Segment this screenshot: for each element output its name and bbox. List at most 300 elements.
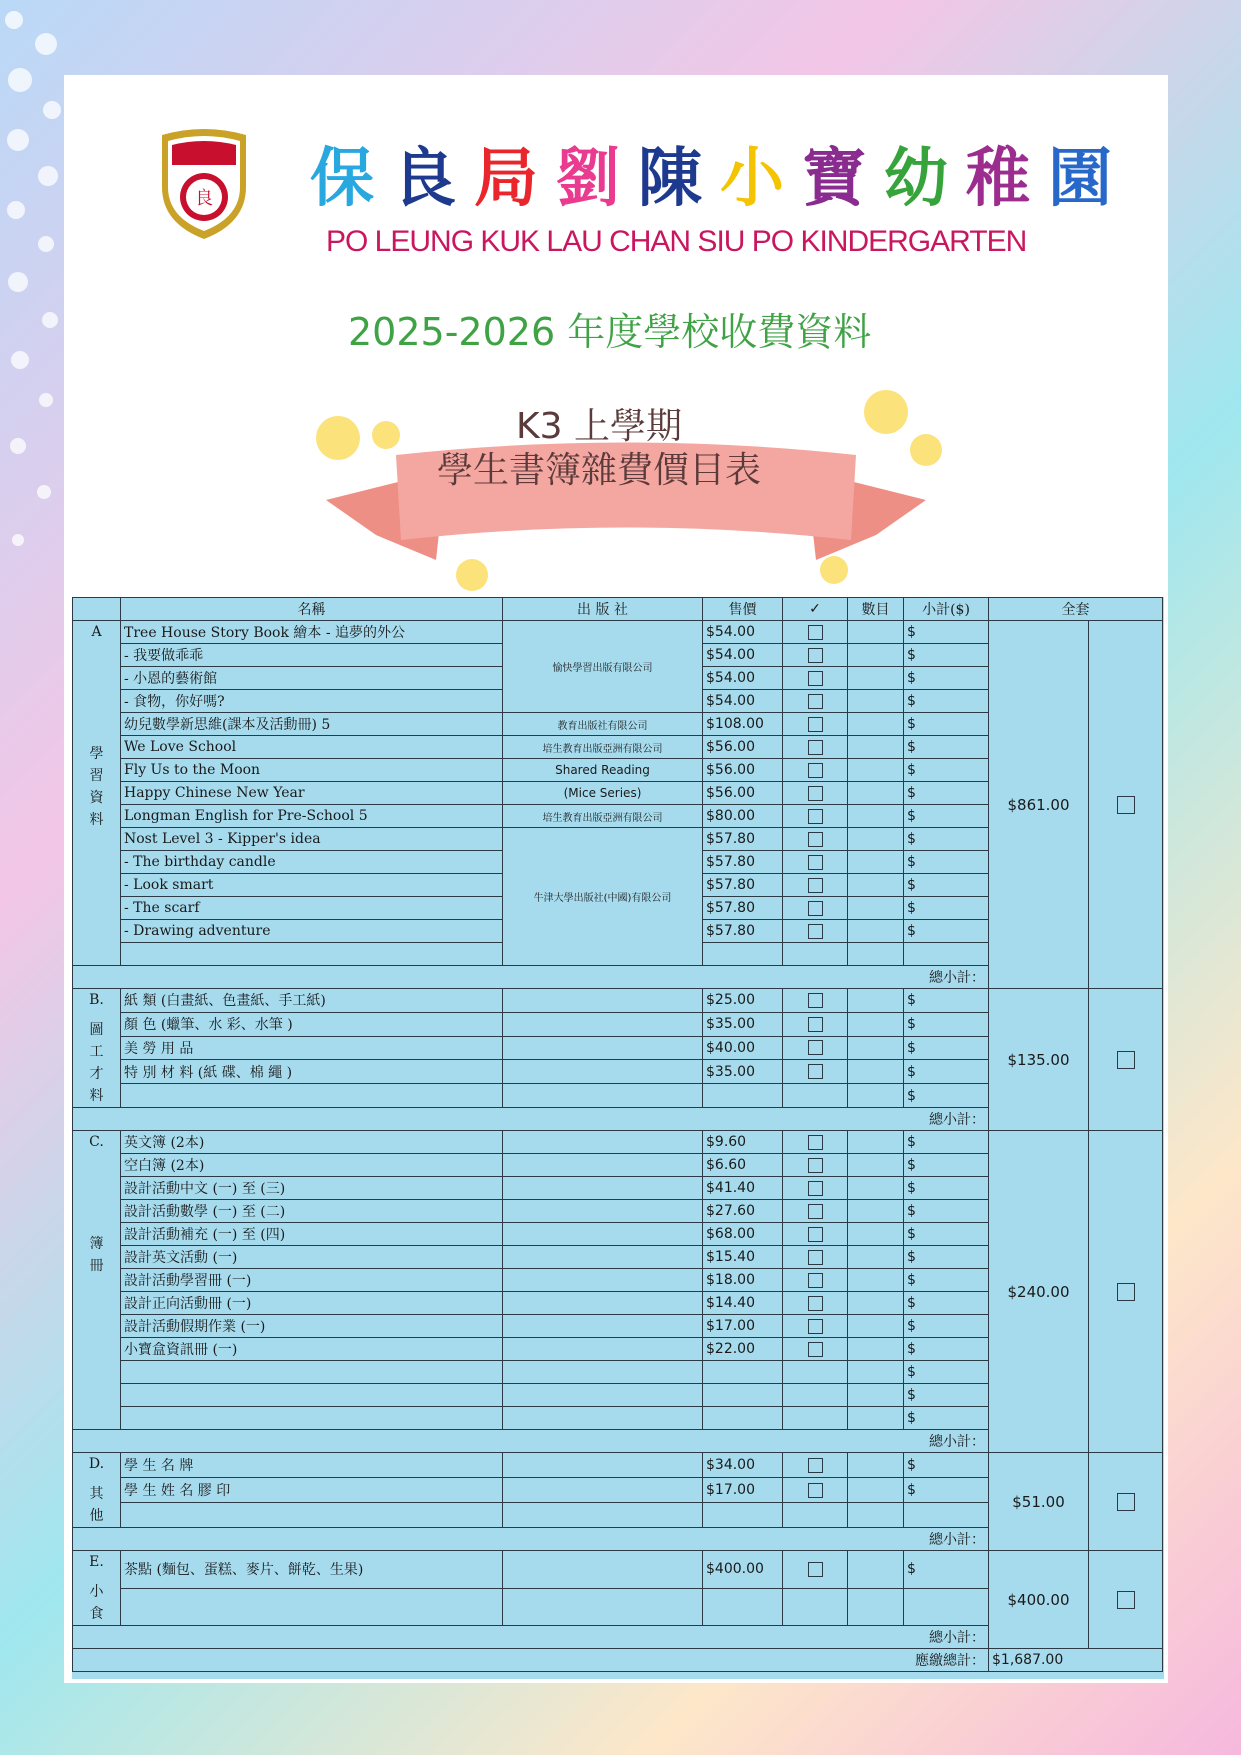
item-quantity[interactable] xyxy=(848,621,904,644)
item-price: $57.80 xyxy=(703,851,783,874)
item-price: $108.00 xyxy=(703,713,783,736)
item-subtotal: $ xyxy=(904,874,989,897)
item-subtotal: $ xyxy=(904,1361,989,1384)
school-name-char: 陳 xyxy=(638,141,706,216)
item-check-cell xyxy=(783,782,848,805)
item-price: $40.00 xyxy=(703,1036,783,1060)
full-set-check-cell xyxy=(1089,1551,1163,1649)
item-subtotal: $ xyxy=(904,1269,989,1292)
banner-line1: K3 上學期 xyxy=(516,406,682,447)
item-checkbox[interactable] xyxy=(808,1017,823,1032)
item-checkbox[interactable] xyxy=(808,1064,823,1079)
item-price: $57.80 xyxy=(703,920,783,943)
item-quantity[interactable] xyxy=(848,851,904,874)
item-check-cell xyxy=(783,920,848,943)
item-price xyxy=(703,1503,783,1528)
item-quantity[interactable] xyxy=(848,782,904,805)
section-gap xyxy=(76,1573,117,1581)
full-set-checkbox[interactable] xyxy=(1117,796,1135,814)
item-quantity[interactable] xyxy=(848,1407,904,1430)
school-crest-icon xyxy=(156,127,252,241)
item-check-cell xyxy=(783,874,848,897)
item-check-cell xyxy=(783,1292,848,1315)
banner-title xyxy=(394,405,804,493)
section-title-char: 圖 xyxy=(89,1022,104,1038)
item-subtotal: $ xyxy=(904,621,989,644)
item-subtotal: $ xyxy=(904,736,989,759)
full-set-price: $400.00 xyxy=(989,1551,1089,1649)
item-checkbox[interactable] xyxy=(808,1135,823,1150)
item-subtotal: $ xyxy=(904,713,989,736)
item-price: $54.00 xyxy=(703,621,783,644)
section-code: C. xyxy=(89,1134,104,1150)
item-quantity[interactable] xyxy=(848,1453,904,1478)
item-quantity[interactable] xyxy=(848,1503,904,1528)
publisher xyxy=(503,1503,703,1528)
item-subtotal: $ xyxy=(904,851,989,874)
item-checkbox[interactable] xyxy=(808,901,823,916)
item-subtotal: $ xyxy=(904,1384,989,1407)
item-subtotal: $ xyxy=(904,1036,989,1060)
item-price xyxy=(703,1588,783,1626)
item-price: $57.80 xyxy=(703,828,783,851)
item-quantity[interactable] xyxy=(848,667,904,690)
item-check-cell xyxy=(783,1453,848,1478)
item-check-cell xyxy=(783,897,848,920)
item-subtotal: $ xyxy=(904,1246,989,1269)
item-subtotal: $ xyxy=(904,920,989,943)
publisher xyxy=(503,1315,703,1338)
item-checkbox[interactable] xyxy=(808,1040,823,1055)
item-subtotal: $ xyxy=(904,805,989,828)
item-quantity[interactable] xyxy=(848,920,904,943)
item-checkbox[interactable] xyxy=(808,763,823,778)
item-name: - 食物，你好嗎? xyxy=(121,690,503,713)
item-checkbox[interactable] xyxy=(808,1458,823,1473)
price-list-sheet xyxy=(72,597,1164,1679)
full-set-check-cell xyxy=(1089,1131,1163,1453)
item-subtotal: $ xyxy=(904,690,989,713)
grand-total-value: $1,687.00 xyxy=(989,1649,1163,1672)
subtotal-label: 總小計： xyxy=(73,966,989,989)
item-check-cell xyxy=(783,1338,848,1361)
grand-total-label: 應繳總計： xyxy=(73,1649,989,1672)
publisher xyxy=(503,1246,703,1269)
item-checkbox[interactable] xyxy=(808,717,823,732)
item-check-cell xyxy=(783,690,848,713)
school-name-char: 小 xyxy=(720,141,788,216)
item-checkbox[interactable] xyxy=(808,1158,823,1173)
item-check-cell xyxy=(783,851,848,874)
full-set-price: $51.00 xyxy=(989,1453,1089,1551)
section-code: A xyxy=(91,624,102,640)
section-gap xyxy=(76,1153,117,1233)
page-title: 2025-2026 年度學校收費資料 xyxy=(348,310,872,354)
item-quantity[interactable] xyxy=(848,828,904,851)
item-name: 空白簿 (2本) xyxy=(121,1154,503,1177)
item-price: $35.00 xyxy=(703,1012,783,1036)
item-check-cell xyxy=(783,1384,848,1407)
item-check-cell xyxy=(783,1084,848,1108)
item-name: 美 勞 用 品 xyxy=(121,1036,503,1060)
school-name-char: 保 xyxy=(310,141,378,216)
item-quantity[interactable] xyxy=(848,759,904,782)
item-name xyxy=(121,1361,503,1384)
item-check-cell xyxy=(783,644,848,667)
table-row xyxy=(73,1551,1163,1589)
item-check-cell xyxy=(783,1588,848,1626)
item-subtotal: $ xyxy=(904,1292,989,1315)
section-title-char: 簿 xyxy=(89,1236,104,1252)
publisher xyxy=(503,1154,703,1177)
item-price: $56.00 xyxy=(703,782,783,805)
item-check-cell xyxy=(783,1060,848,1084)
item-quantity[interactable] xyxy=(848,1154,904,1177)
item-subtotal: $ xyxy=(904,1223,989,1246)
section-code: D. xyxy=(88,1456,105,1472)
item-checkbox[interactable] xyxy=(808,786,823,801)
item-name: 紙 類 (白畫紙、色畫紙、手工紙) xyxy=(121,989,503,1013)
header-quantity: 數目 xyxy=(848,598,904,621)
item-price: $54.00 xyxy=(703,667,783,690)
publisher xyxy=(503,1269,703,1292)
item-checkbox[interactable] xyxy=(808,625,823,640)
header-price: 售價 xyxy=(703,598,783,621)
item-name xyxy=(121,1588,503,1626)
publisher: 愉快學習出版有限公司 xyxy=(503,621,703,713)
item-subtotal: $ xyxy=(904,644,989,667)
svg-text:良: 良 xyxy=(195,188,213,209)
item-checkbox[interactable] xyxy=(808,1296,823,1311)
item-subtotal: $ xyxy=(904,667,989,690)
school-name-char: 稚 xyxy=(966,141,1034,216)
item-quantity[interactable] xyxy=(848,644,904,667)
item-quantity[interactable] xyxy=(848,1060,904,1084)
publisher: 牛津大學出版社(中國)有限公司 xyxy=(503,828,703,966)
item-quantity[interactable] xyxy=(848,1338,904,1361)
item-check-cell xyxy=(783,805,848,828)
publisher xyxy=(503,1131,703,1154)
item-quantity[interactable] xyxy=(848,1292,904,1315)
section-title-char: 學 xyxy=(89,746,104,762)
full-set-checkbox[interactable] xyxy=(1117,1591,1135,1609)
item-name xyxy=(121,1384,503,1407)
item-checkbox[interactable] xyxy=(808,1342,823,1357)
item-subtotal: $ xyxy=(904,828,989,851)
item-check-cell xyxy=(783,736,848,759)
full-set-check-cell xyxy=(1089,989,1163,1131)
item-check-cell xyxy=(783,1131,848,1154)
item-quantity[interactable] xyxy=(848,1246,904,1269)
item-subtotal: $ xyxy=(904,759,989,782)
section-gap xyxy=(76,643,117,743)
publisher xyxy=(503,1012,703,1036)
item-price: $35.00 xyxy=(703,1060,783,1084)
item-name: - 我要做乖乖 xyxy=(121,644,503,667)
item-quantity[interactable] xyxy=(848,1478,904,1503)
item-checkbox[interactable] xyxy=(808,878,823,893)
item-checkbox[interactable] xyxy=(808,924,823,939)
item-subtotal: $ xyxy=(904,782,989,805)
item-name: 小寶盒資訊冊 (一) xyxy=(121,1338,503,1361)
item-check-cell xyxy=(783,759,848,782)
publisher xyxy=(503,1551,703,1589)
item-quantity[interactable] xyxy=(848,1177,904,1200)
item-subtotal xyxy=(904,1503,989,1528)
school-name-char: 園 xyxy=(1048,141,1116,216)
school-name-char: 局 xyxy=(474,141,542,216)
item-check-cell xyxy=(783,713,848,736)
item-checkbox[interactable] xyxy=(808,648,823,663)
item-checkbox[interactable] xyxy=(808,855,823,870)
item-price: $17.00 xyxy=(703,1315,783,1338)
item-quantity[interactable] xyxy=(848,1036,904,1060)
item-subtotal: $ xyxy=(904,989,989,1013)
full-set-checkbox[interactable] xyxy=(1117,1283,1135,1301)
full-set-check-cell xyxy=(1089,1453,1163,1551)
subtotal-label: 總小計： xyxy=(73,1108,989,1131)
item-subtotal: $ xyxy=(904,1407,989,1430)
section-code: E. xyxy=(89,1554,104,1570)
item-price: $9.60 xyxy=(703,1131,783,1154)
item-price: $400.00 xyxy=(703,1551,783,1589)
subtotal-label: 總小計： xyxy=(73,1430,989,1453)
table-row xyxy=(73,1453,1163,1478)
section-title-char: 他 xyxy=(89,1508,104,1524)
item-subtotal: $ xyxy=(904,1131,989,1154)
item-quantity[interactable] xyxy=(848,1084,904,1108)
item-name: 學 生 名 牌 xyxy=(121,1453,503,1478)
header xyxy=(64,75,1168,595)
item-subtotal xyxy=(904,943,989,966)
item-quantity[interactable] xyxy=(848,805,904,828)
publisher xyxy=(503,1036,703,1060)
header-subtotal: 小計($) xyxy=(904,598,989,621)
item-check-cell xyxy=(783,828,848,851)
price-table xyxy=(72,597,1163,1672)
item-subtotal: $ xyxy=(904,897,989,920)
school-name-char: 良 xyxy=(392,141,460,216)
item-name xyxy=(121,943,503,966)
fee-sheet-card xyxy=(64,75,1168,1683)
item-checkbox[interactable] xyxy=(808,1181,823,1196)
item-checkbox[interactable] xyxy=(808,1273,823,1288)
item-checkbox[interactable] xyxy=(808,671,823,686)
item-checkbox[interactable] xyxy=(808,1562,823,1577)
item-checkbox[interactable] xyxy=(808,1319,823,1334)
section-label xyxy=(73,989,121,1108)
background-dots xyxy=(0,0,70,1755)
publisher: 教育出版社有限公司 xyxy=(503,713,703,736)
full-set-checkbox[interactable] xyxy=(1117,1051,1135,1069)
item-price xyxy=(703,1384,783,1407)
full-set-checkbox[interactable] xyxy=(1117,1493,1135,1511)
item-subtotal: $ xyxy=(904,1478,989,1503)
item-name: - The scarf xyxy=(121,897,503,920)
section-title-char: 習 xyxy=(89,768,104,784)
item-name: 特 別 材 料 (紙 碟、棉 繩 ) xyxy=(121,1060,503,1084)
item-checkbox[interactable] xyxy=(808,809,823,824)
item-quantity[interactable] xyxy=(848,989,904,1013)
item-checkbox[interactable] xyxy=(808,1250,823,1265)
item-checkbox[interactable] xyxy=(808,832,823,847)
item-check-cell xyxy=(783,1503,848,1528)
header-check: ✓ xyxy=(783,598,848,621)
item-subtotal: $ xyxy=(904,1200,989,1223)
full-set-price: $240.00 xyxy=(989,1131,1089,1453)
item-price xyxy=(703,1361,783,1384)
item-name: 顏 色 (蠟筆、水 彩、水筆 ) xyxy=(121,1012,503,1036)
item-check-cell xyxy=(783,1478,848,1503)
item-quantity[interactable] xyxy=(848,1551,904,1589)
item-price: $56.00 xyxy=(703,759,783,782)
publisher xyxy=(503,1177,703,1200)
item-check-cell xyxy=(783,1177,848,1200)
item-check-cell xyxy=(783,1361,848,1384)
item-quantity[interactable] xyxy=(848,943,904,966)
item-checkbox[interactable] xyxy=(808,993,823,1008)
item-price xyxy=(703,1407,783,1430)
item-check-cell xyxy=(783,621,848,644)
full-set-check-cell xyxy=(1089,621,1163,989)
banner-line2: 學生書簿雜費價目表 xyxy=(436,450,761,491)
item-name: 設計活動補充 (一) 至 (四) xyxy=(121,1223,503,1246)
publisher xyxy=(503,1200,703,1223)
item-name: 幼兒數學新思維(課本及活動冊) 5 xyxy=(121,713,503,736)
item-name: We Love School xyxy=(121,736,503,759)
table-header-row xyxy=(73,598,1163,621)
item-check-cell xyxy=(783,1012,848,1036)
item-name: - Look smart xyxy=(121,874,503,897)
item-subtotal: $ xyxy=(904,1551,989,1589)
item-checkbox[interactable] xyxy=(808,740,823,755)
item-price: $17.00 xyxy=(703,1478,783,1503)
grand-total-row xyxy=(73,1649,1163,1672)
item-check-cell xyxy=(783,1407,848,1430)
publisher xyxy=(503,1292,703,1315)
item-price: $25.00 xyxy=(703,989,783,1013)
section-label xyxy=(73,1131,121,1430)
publisher: 培生教育出版亞洲有限公司 xyxy=(503,736,703,759)
item-name xyxy=(121,1084,503,1108)
school-name-char: 劉 xyxy=(556,141,624,216)
item-quantity[interactable] xyxy=(848,690,904,713)
section-title-char: 工 xyxy=(89,1044,104,1060)
item-name: 設計活動中文 (一) 至 (三) xyxy=(121,1177,503,1200)
publisher: 培生教育出版亞洲有限公司 xyxy=(503,805,703,828)
item-quantity[interactable] xyxy=(848,1588,904,1626)
item-quantity[interactable] xyxy=(848,874,904,897)
school-name-char: 寶 xyxy=(802,141,870,216)
item-check-cell xyxy=(783,1154,848,1177)
item-name: - The birthday candle xyxy=(121,851,503,874)
school-name-chinese xyxy=(310,127,1130,217)
item-subtotal: $ xyxy=(904,1060,989,1084)
item-check-cell xyxy=(783,943,848,966)
item-name: Longman English for Pre-School 5 xyxy=(121,805,503,828)
item-subtotal xyxy=(904,1588,989,1626)
item-name xyxy=(121,1407,503,1430)
item-quantity[interactable] xyxy=(848,1384,904,1407)
publisher xyxy=(503,1060,703,1084)
section-title-char: 資 xyxy=(89,790,104,806)
item-quantity[interactable] xyxy=(848,1200,904,1223)
item-price: $54.00 xyxy=(703,644,783,667)
section-code: B. xyxy=(89,992,104,1008)
publisher xyxy=(503,1384,703,1407)
item-quantity[interactable] xyxy=(848,1269,904,1292)
section-title-char: 食 xyxy=(89,1606,104,1622)
subtotal-label: 總小計： xyxy=(73,1626,989,1649)
table-row xyxy=(73,989,1163,1013)
item-name: 設計活動數學 (一) 至 (二) xyxy=(121,1200,503,1223)
publisher xyxy=(503,1478,703,1503)
section-title-char: 小 xyxy=(89,1584,104,1600)
item-subtotal: $ xyxy=(904,1012,989,1036)
section-gap xyxy=(76,1475,117,1483)
header-publisher: 出 版 社 xyxy=(503,598,703,621)
header-blank xyxy=(73,598,121,621)
section-gap xyxy=(76,1011,117,1019)
school-name-english: PO LEUNG KUK LAU CHAN SIU PO KINDERGARTEN xyxy=(326,225,1027,258)
publisher: (Mice Series) xyxy=(503,782,703,805)
item-check-cell xyxy=(783,1269,848,1292)
full-set-price: $861.00 xyxy=(989,621,1089,989)
item-price: $57.80 xyxy=(703,897,783,920)
item-price: $80.00 xyxy=(703,805,783,828)
item-subtotal: $ xyxy=(904,1154,989,1177)
item-quantity[interactable] xyxy=(848,1361,904,1384)
item-name: - 小恩的藝術館 xyxy=(121,667,503,690)
item-checkbox[interactable] xyxy=(808,694,823,709)
item-quantity[interactable] xyxy=(848,736,904,759)
item-price: $41.40 xyxy=(703,1177,783,1200)
table-row xyxy=(73,621,1163,644)
publisher xyxy=(503,989,703,1013)
section-label xyxy=(73,1453,121,1528)
item-name: 英文簿 (2本) xyxy=(121,1131,503,1154)
item-name: 設計活動學習冊 (一) xyxy=(121,1269,503,1292)
item-quantity[interactable] xyxy=(848,1012,904,1036)
item-quantity[interactable] xyxy=(848,713,904,736)
section-title-char: 冊 xyxy=(89,1258,104,1274)
item-name: 設計正向活動冊 (一) xyxy=(121,1292,503,1315)
item-name: - Drawing adventure xyxy=(121,920,503,943)
section-title-char: 料 xyxy=(89,1088,104,1104)
item-price: $56.00 xyxy=(703,736,783,759)
item-price: $34.00 xyxy=(703,1453,783,1478)
item-quantity[interactable] xyxy=(848,1223,904,1246)
item-quantity[interactable] xyxy=(848,1131,904,1154)
item-checkbox[interactable] xyxy=(808,1204,823,1219)
publisher xyxy=(503,1361,703,1384)
item-checkbox[interactable] xyxy=(808,1227,823,1242)
item-price xyxy=(703,943,783,966)
item-price: $6.60 xyxy=(703,1154,783,1177)
header-name: 名稱 xyxy=(121,598,503,621)
item-quantity[interactable] xyxy=(848,897,904,920)
section-title-char: 料 xyxy=(89,812,104,828)
school-name-char: 幼 xyxy=(884,141,952,216)
item-checkbox[interactable] xyxy=(808,1483,823,1498)
item-price: $18.00 xyxy=(703,1269,783,1292)
item-subtotal: $ xyxy=(904,1315,989,1338)
item-price xyxy=(703,1084,783,1108)
item-check-cell xyxy=(783,1036,848,1060)
item-check-cell xyxy=(783,667,848,690)
item-quantity[interactable] xyxy=(848,1315,904,1338)
publisher xyxy=(503,1407,703,1430)
